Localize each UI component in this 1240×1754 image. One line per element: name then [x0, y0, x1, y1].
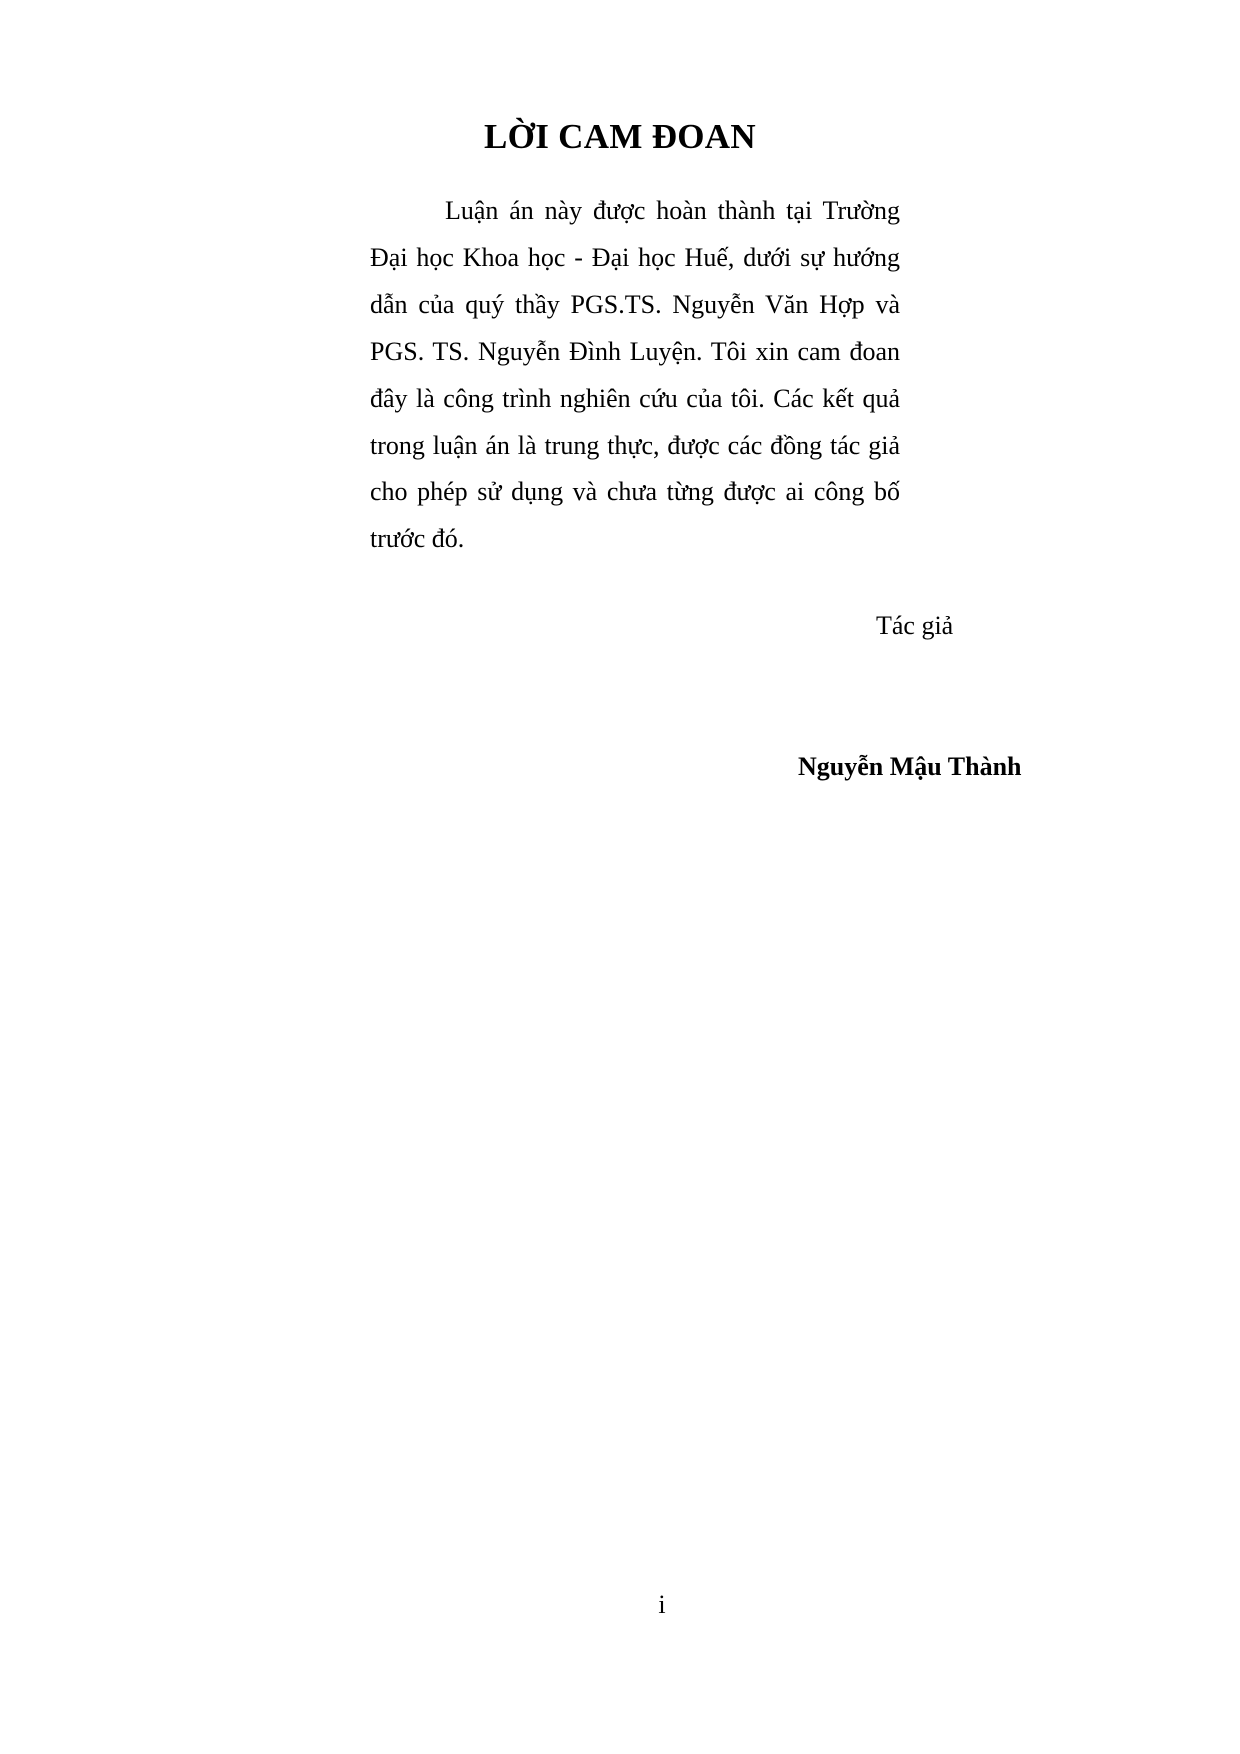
page-title: LỜI CAM ĐOAN [484, 117, 756, 156]
author-name: Nguyễn Mậu Thành [798, 752, 1022, 781]
author-label: Tác giả [876, 611, 954, 640]
declaration-paragraph: Luận án này được hoàn thành tại Trường Đại học Khoa học - Đại học Huế, dưới sự hướng dẫn của quý thầy PGS.TS. Nguyễn Văn Hợp và PGS. TS. Nguyễn Đình Luyện. Tôi xin cam đoan đây là công trình nghiên cứu của tôi. Các kết quả trong luận án là trung thực, được các đồng tác giả cho phép sử dụng và chưa từng được ai công bố trước đó. [370, 196, 900, 554]
page-number: i [658, 1590, 666, 1619]
